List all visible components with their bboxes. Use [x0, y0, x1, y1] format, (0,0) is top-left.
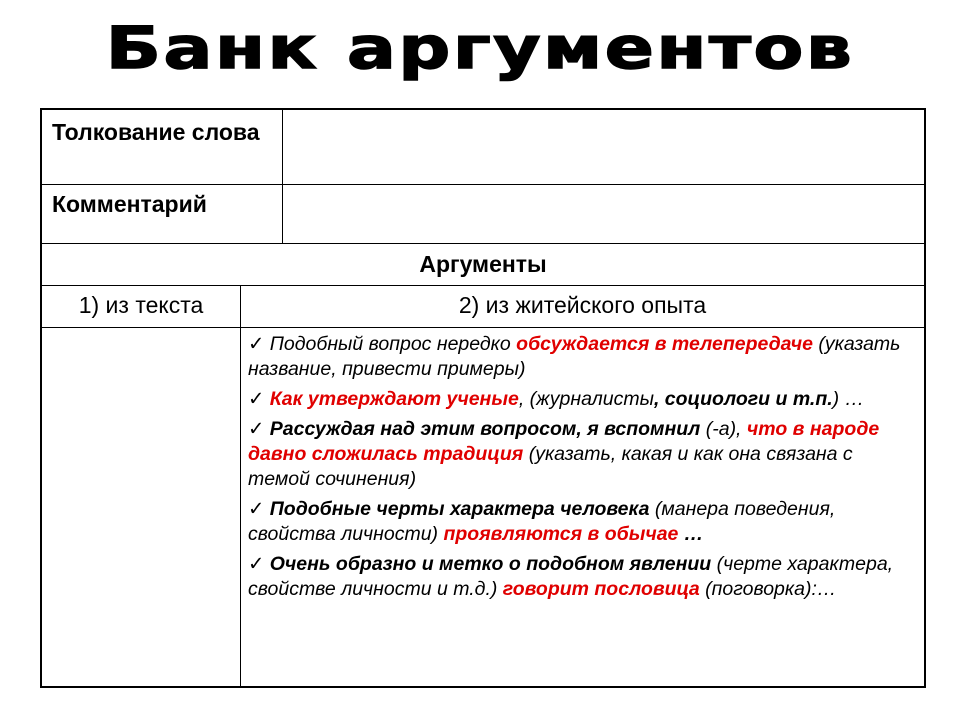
- column-from-life: 2) из житейского опыта: [458, 292, 707, 318]
- checkmark-icon: ✓: [248, 418, 265, 440]
- row-divider: [42, 285, 924, 286]
- argument-list: [248, 332, 918, 607]
- page-title: Банк аргументов: [105, 14, 855, 82]
- row-divider: [42, 184, 924, 185]
- list-item: ✓ Очень образно и метко о подобном явлении (черте характера, свойстве личности и т.д.) говорит пословица (поговорка):…: [248, 553, 894, 600]
- col-divider: [240, 285, 241, 686]
- checkmark-icon: ✓: [248, 498, 265, 520]
- comment-label: Комментарий: [52, 191, 207, 217]
- list-item: ✓ Рассуждая над этим вопросом, я вспомнил (-а), что в народе давно сложилась традиция (указать, какая и как она связана с темой сочинения): [248, 418, 880, 490]
- row-divider: [42, 327, 924, 328]
- arguments-header: Аргументы: [419, 251, 547, 277]
- column-from-text: 1) из текста: [78, 292, 204, 318]
- list-item: ✓ Подобные черты характера человека (манера поведения, свойства личности) проявляются в обычае …: [248, 498, 836, 545]
- row-divider: [42, 243, 924, 244]
- list-item: ✓ Подобный вопрос нередко обсуждается в телепередаче (указать название, привести примеры): [248, 333, 901, 380]
- checkmark-icon: ✓: [248, 553, 265, 575]
- list-item: ✓ Как утверждают ученые, (журналисты, социологи и т.п.) …: [248, 388, 865, 410]
- interpretation-label: Толкование слова: [52, 119, 260, 145]
- col-divider: [282, 110, 283, 243]
- checkmark-icon: ✓: [248, 333, 265, 355]
- checkmark-icon: ✓: [248, 388, 265, 410]
